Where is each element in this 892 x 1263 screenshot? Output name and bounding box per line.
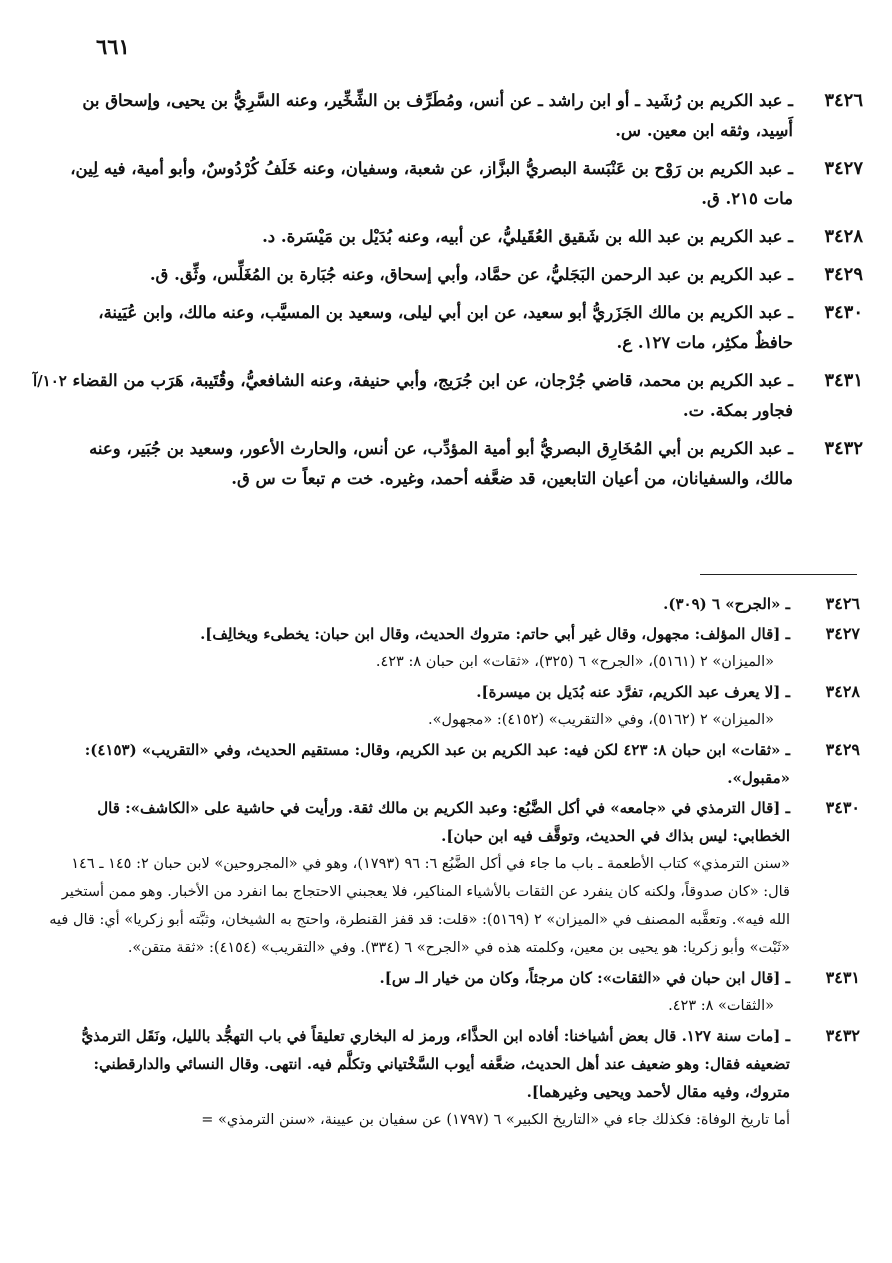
- entry-3426: [55, 86, 863, 146]
- footnote-3426: [45, 590, 860, 618]
- entry-text: ـ عبد الكريم بن رَوْح بن عَنْبَسة البصريُّ البزَّاز، عن شعبة، وسفيان، وعنه خَلَفُ كُرْدُوسٌ، وأبو أمية، فيه لِين، مات ٢١٥. ق.: [70, 159, 793, 208]
- entry-3429: [55, 260, 863, 290]
- entry-3431: [33, 366, 863, 426]
- footnote-divider: [700, 574, 857, 575]
- page-number: ٦٦١: [96, 34, 130, 59]
- entry-3430: [55, 298, 863, 358]
- footnote-3431: [45, 964, 860, 1020]
- manuscript-folio-note: ١٠٢/آ: [33, 372, 67, 390]
- footnote-source: «الميزان» ٢ (٥١٦٢)، وفي «التقريب» (٤١٥٢): «مجهول».: [428, 712, 774, 728]
- footnote-number: ٣٤٢٦: [825, 594, 860, 613]
- footnote-number: ٣٤٢٨: [825, 682, 860, 701]
- entry-text: ـ عبد الكريم بن محمد، قاضي جُرْجان، عن ابن جُرَيج، وأبي حنيفة، وعنه الشافعيُّ، وقُتَيبة، هَرَب من القضاء فجاور بمكة. ت.: [72, 371, 793, 420]
- footnote-number: ٣٤٢٩: [825, 740, 860, 759]
- entry-text: ـ عبد الكريم بن عبد الرحمن البَجَليُّ، عن حمَّاد، وأبي إسحاق، وعنه جُبَارة بن المُغَلِّس، وثِّق. ق.: [149, 265, 793, 284]
- footnote-text: ـ [مات سنة ١٢٧. قال بعض أشياخنا: أفاده ابن الحذَّاء، ورمز له البخاري تعليقاً في باب التهجُّد بالليل، ونَقَل الترمذيُّ تضعيفه فقال: وهو ضعيف عند أهل الحديث، ضعَّفه أيوب السَّخْتياني وتكلَّم فيه. انتهى. وقال النسائي والدارقطني: متروك، وفيه مقال لأحمد ويحيى وغيرهما].: [81, 1027, 790, 1101]
- footnote-text: ـ [لا يعرف عبد الكريم، تفرَّد عنه بُدَيل بن ميسرة].: [476, 683, 790, 701]
- footnote-source: «الميزان» ٢ (٥١٦١)، «الجرح» ٦ (٣٢٥)، «ثقات» ابن حبان ٨: ٤٢٣.: [375, 654, 774, 670]
- footnote-text: ـ [قال المؤلف: مجهول، وقال غير أبي حاتم: متروك الحديث، وقال ابن حبان: يخطىء ويخالِف].: [200, 625, 790, 643]
- entry-text: ـ عبد الكريم بن عبد الله بن شَقيق العُقَيليُّ، عن أبيه، وعنه بُدَيْل بن مَيْسَرة. د.: [262, 227, 793, 246]
- entry-text: ـ عبد الكريم بن رُشَيد ـ أو ابن راشد ـ عن أنس، ومُطَرِّف بن الشِّخِّير، وعنه السَّرِيُّ بن يحيى، وإسحاق بن أَسِيد، وثقه ابن معين. س.: [82, 91, 793, 140]
- main-text: [33, 86, 863, 502]
- footnote-text: ـ «الجرح» ٦ (٣٠٩).: [663, 595, 790, 613]
- entry-number: ٣٤٣١: [824, 370, 863, 391]
- footnote-text: ـ [قال الترمذي في «جامعه» في أكل الضَّبُع: وعبد الكريم بن مالك ثقة. ورأيت في حاشية على «الكاشف»: قال الخطابي: ليس بذاك في الحديث، وتوقَّف فيه ابن حبان].: [97, 799, 790, 845]
- footnote-text: ـ [قال ابن حبان في «الثقات»: كان مرجئاً، وكان من خيار الـ س].: [379, 969, 790, 987]
- entry-number: ٣٤٢٦: [824, 90, 863, 111]
- footnote-source: «الثقات» ٨: ٤٢٣.: [668, 998, 774, 1014]
- entry-number: ٣٤٢٩: [824, 264, 863, 285]
- footnote-number: ٣٤٣٠: [825, 798, 860, 817]
- entry-number: ٣٤٣٢: [824, 438, 863, 459]
- entry-text: ـ عبد الكريم بن مالك الجَزَريُّ أبو سعيد، عن ابن أبي ليلى، وسعيد بن المسيَّب، وعنه مالك، وابن عُيَينة، حافظٌ مكثِر، مات ١٢٧. ع.: [98, 303, 793, 352]
- footnote-source: «سنن الترمذي» كتاب الأطعمة ـ باب ما جاء في أكل الضَّبُع ٦: ٩٦ (١٧٩٣)، وهو في «المجروحين» لابن حبان ٢: ١٤٥ ـ ١٤٦ قال: «كان صدوقاً، ولكنه كان ينفرد عن الثقات بالأشياء المناكير، فلا يعجبني الاحتجاج بما انفرد من الأخبار. وهو ممن أستخير الله فيه». وتعقَّبه المصنف في «الميزان» ٢ (٥١٦٩): «قلت: قد قفز القنطرة، واحتج به الشيخان، وثبَّته أبو زكريا» أي: قال فيه «ثَبْت» وأبو زكريا: هو يحيى بن معين، وكلمته هذه في «الجرح» ٦ (٣٣٤). وفي «التقريب» (٤١٥٤): «ثقة متقن».: [49, 856, 790, 956]
- footnote-number: ٣٤٣١: [825, 968, 860, 987]
- entry-text: ـ عبد الكريم بن أبي المُخَارِق البصريُّ أبو أمية المؤدِّب، عن أنس، والحارث الأعور، وسعيد بن جُبَير، وعنه مالك، والسفيانان، من أعيان التابعين، قد ضعَّفه أحمد، وغيره. خت م تبعاً ت س ق.: [89, 439, 793, 488]
- entry-3427: [55, 154, 863, 214]
- footnote-3427: [45, 620, 860, 676]
- footnote-3429: [45, 736, 860, 792]
- entry-number: ٣٤٣٠: [824, 302, 863, 323]
- footnote-3428: [45, 678, 860, 734]
- footnote-number: ٣٤٢٧: [825, 624, 860, 643]
- entry-3428: [55, 222, 863, 252]
- footnote-3432: [45, 1022, 860, 1134]
- footnote-text: ـ «ثقات» ابن حبان ٨: ٤٢٣ لكن فيه: عبد الكريم بن عبد الكريم، وقال: مستقيم الحديث، وفي «التقريب» (٤١٥٣): «مقبول».: [84, 741, 790, 787]
- footnotes: [45, 590, 860, 1136]
- entry-number: ٣٤٢٧: [824, 158, 863, 179]
- entry-number: ٣٤٢٨: [824, 226, 863, 247]
- entry-3432: [55, 434, 863, 494]
- footnote-source: أما تاريخ الوفاة: فكذلك جاء في «التاريخ الكبير» ٦ (١٧٩٧) عن سفيان بن عيينة، «سنن الترمذي» =: [201, 1112, 790, 1128]
- footnote-number: ٣٤٣٢: [825, 1026, 860, 1045]
- footnote-3430: [45, 794, 860, 962]
